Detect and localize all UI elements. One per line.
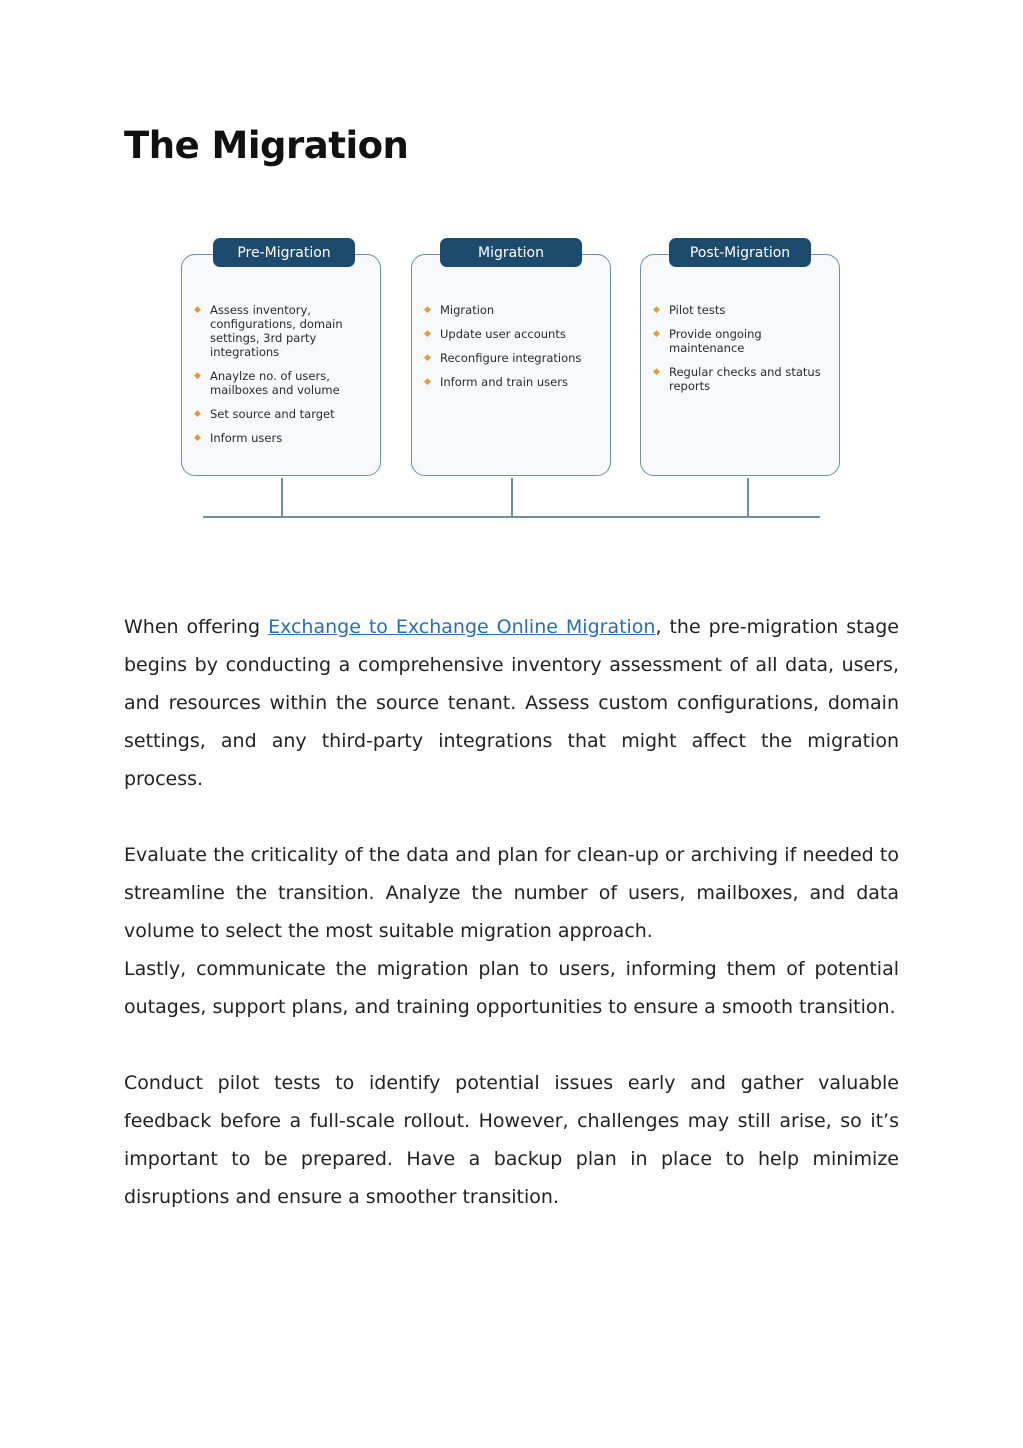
paragraph: Evaluate the criticality of the data and plan for clean-up or archiving if needed to streamline the transition. Analyze the number of users, mailboxes, and data volume to select the most suitable migration approach. <box>124 844 899 942</box>
diamond-bullet-icon: ◆ <box>653 329 660 339</box>
connector-line <box>281 478 283 516</box>
post-migration-header: Post-Migration <box>669 238 811 267</box>
diamond-bullet-icon: ◆ <box>424 305 431 315</box>
pre-migration-list <box>194 303 370 455</box>
post-migration-card <box>640 254 840 476</box>
list-item: ◆ Regular checks and status reports <box>653 365 821 393</box>
list-item: ◆ Migration <box>424 303 495 317</box>
list-item: ◆ Update user accounts <box>424 327 566 341</box>
pre-migration-card <box>181 254 381 476</box>
migration-diagram <box>0 0 1023 540</box>
diamond-bullet-icon: ◆ <box>424 353 431 363</box>
list-item: ◆ Set source and target <box>194 407 335 421</box>
exchange-migration-link[interactable]: Exchange to Exchange Online Migration <box>268 616 656 638</box>
paragraph: Lastly, communicate the migration plan to users, informing them of potential outages, support plans, and training opportunities to ensure a smooth transition. <box>124 958 899 1018</box>
list-item: ◆ Inform and train users <box>424 375 568 389</box>
migration-card <box>411 254 611 476</box>
diamond-bullet-icon: ◆ <box>424 329 431 339</box>
connector-line <box>511 478 513 516</box>
page-title: The Migration <box>124 124 409 167</box>
diamond-bullet-icon: ◆ <box>194 409 201 419</box>
article-body <box>124 608 899 1216</box>
list-item: ◆ Anaylze no. of users, mailboxes and volume <box>194 369 340 397</box>
pre-migration-header: Pre-Migration <box>213 238 355 267</box>
list-item: ◆ Inform users <box>194 431 283 445</box>
diamond-bullet-icon: ◆ <box>194 305 201 315</box>
diamond-bullet-icon: ◆ <box>653 305 660 315</box>
migration-list <box>424 303 600 399</box>
list-item: ◆ Provide ongoing maintenance <box>653 327 762 355</box>
paragraph: When offering Exchange to Exchange Online Migration, the pre-migration stage begins by conducting a comprehensive inventory assessment of all data, users, and resources within the source tenant. Assess custom configurations, domain settings, and any third-party integrations that might affect the migration process. <box>124 616 899 790</box>
diamond-bullet-icon: ◆ <box>424 377 431 387</box>
post-migration-list <box>653 303 829 403</box>
migration-header: Migration <box>440 238 582 267</box>
list-item: ◆ Pilot tests <box>653 303 726 317</box>
list-item: ◆ Reconfigure integrations <box>424 351 582 365</box>
list-item: ◆ Assess inventory, configurations, domain settings, 3rd party integrations <box>194 303 343 359</box>
paragraph: Conduct pilot tests to identify potential issues early and gather valuable feedback before a full-scale rollout. However, challenges may still arise, so it’s important to be prepared. Have a backup plan in place to help minimize disruptions and ensure a smoother transition. <box>124 1072 899 1208</box>
diamond-bullet-icon: ◆ <box>653 367 660 377</box>
diamond-bullet-icon: ◆ <box>194 371 201 381</box>
diamond-bullet-icon: ◆ <box>194 433 201 443</box>
timeline-baseline <box>203 516 820 518</box>
connector-line <box>747 478 749 516</box>
